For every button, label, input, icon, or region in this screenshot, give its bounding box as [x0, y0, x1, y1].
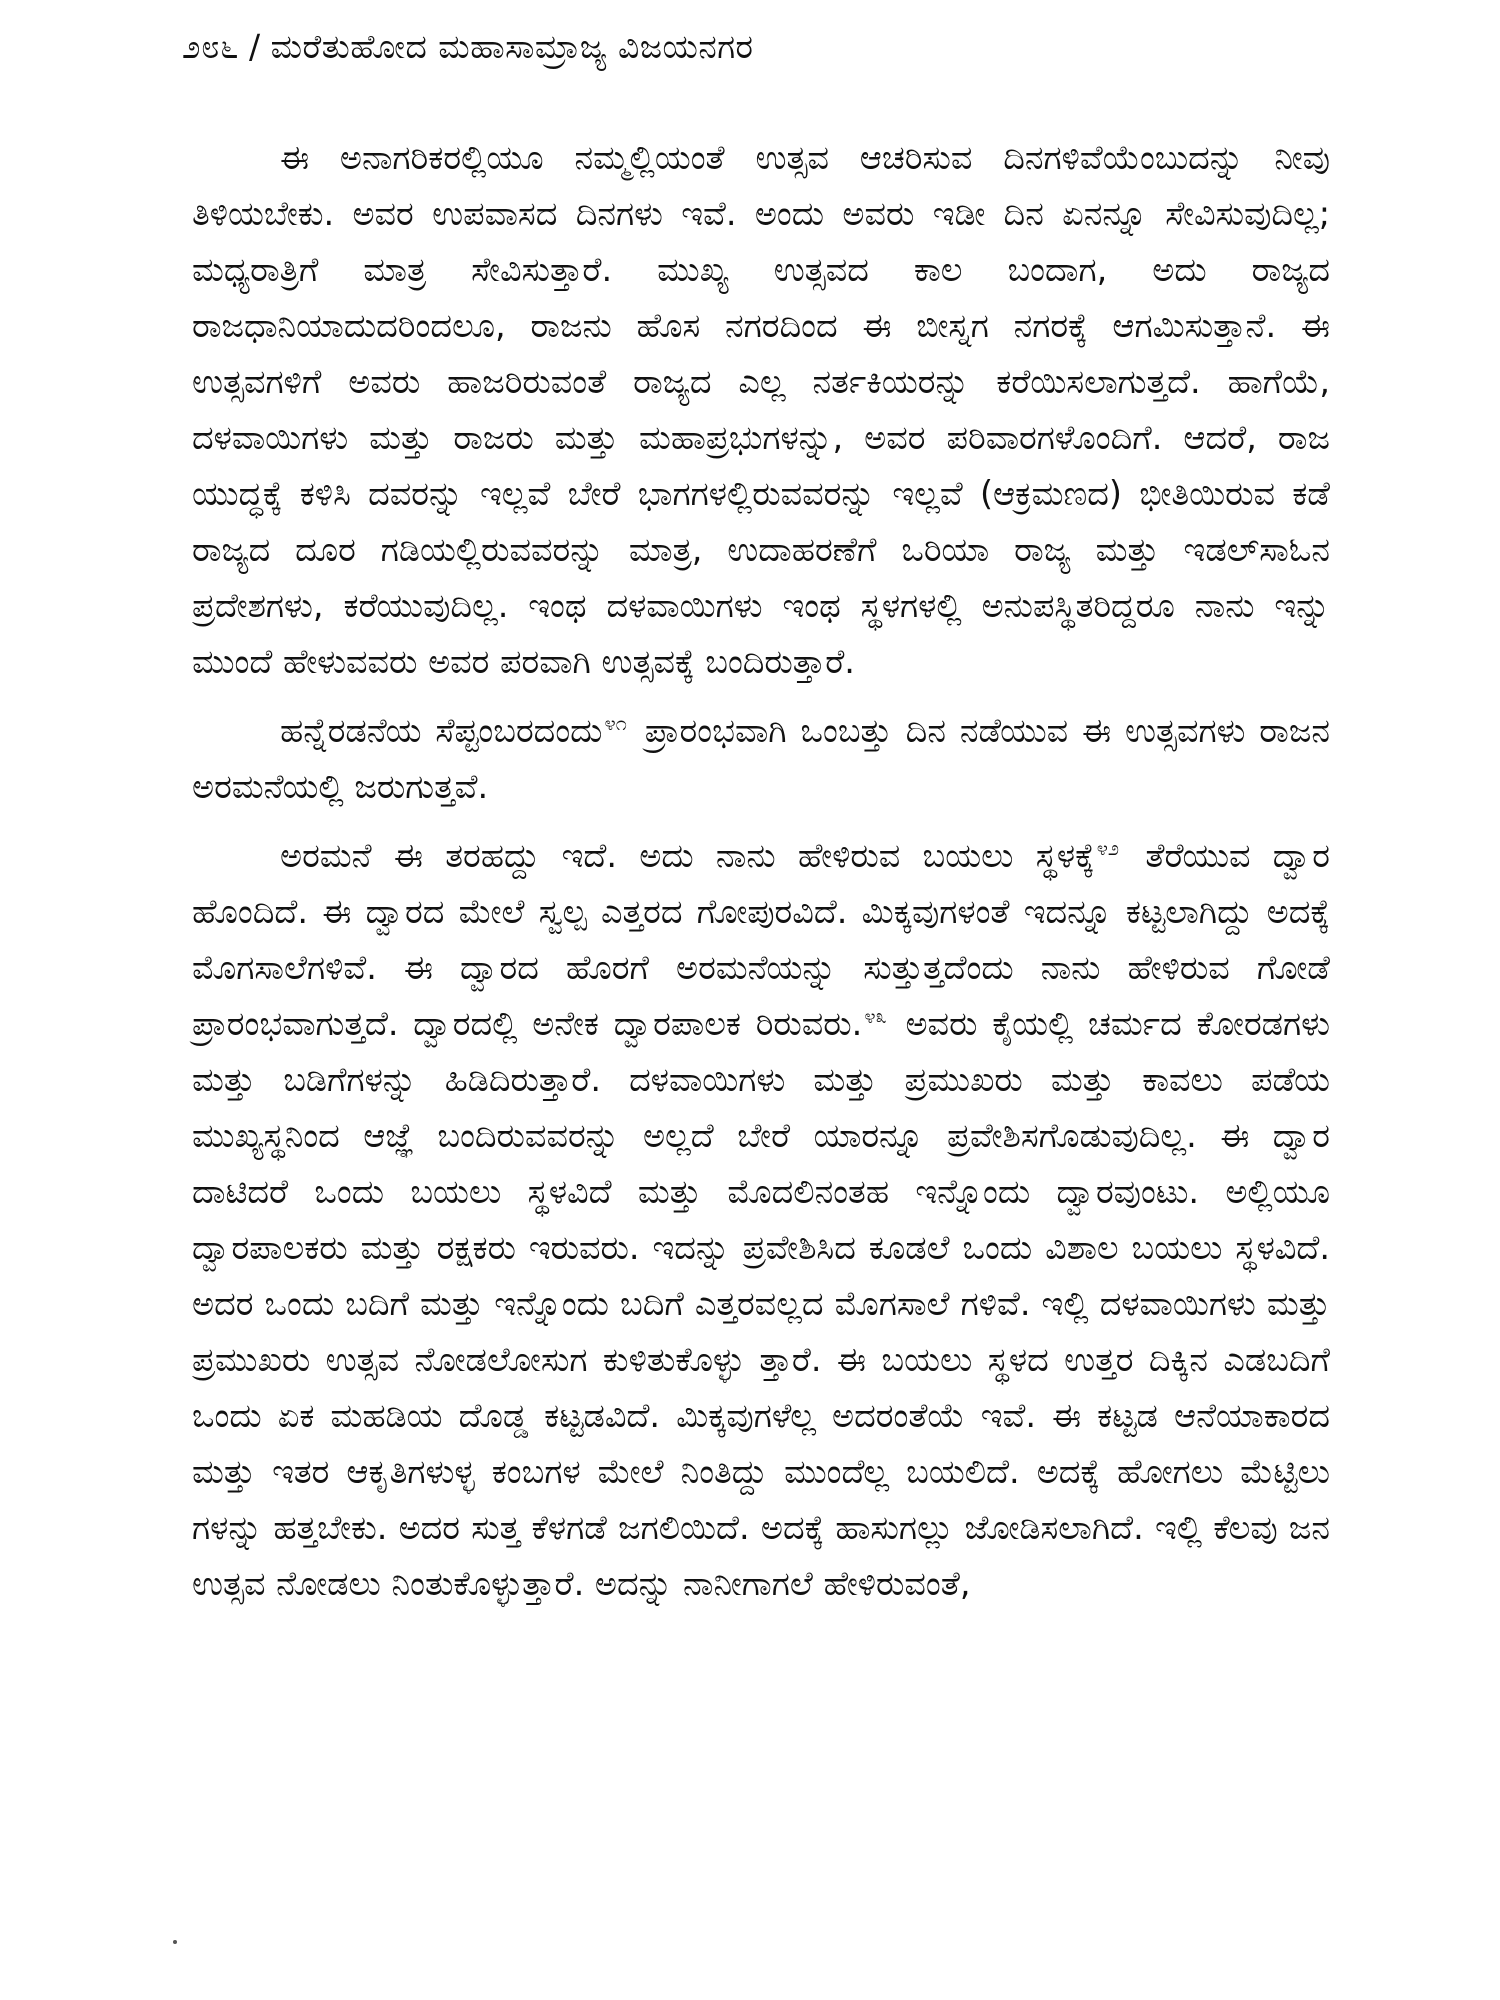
- paragraph-2-text-end: ಪ್ರಾರಂಭವಾಗಿ ಒಂಬತ್ತು ದಿನ ನಡೆಯುವ ಈ ಉತ್ಸವಗಳು ರಾಜನ ಅರಮನೆಯಲ್ಲಿ ಜರುಗುತ್ತವೆ.: [192, 711, 1330, 806]
- paragraph-1: [192, 130, 1330, 690]
- scan-speck: [173, 1940, 177, 1944]
- paragraph-2: [192, 703, 1330, 815]
- page-number: ೨೮೬: [182, 27, 239, 66]
- footnote-ref-42: ೪೨: [1096, 835, 1120, 860]
- book-title: ಮರೆತುಹೋದ ಮಹಾಸಾಮ್ರಾಜ್ಯ ವಿಜಯನಗರ: [270, 27, 754, 66]
- running-head: [182, 24, 754, 70]
- header-separator: /: [248, 27, 261, 66]
- paragraph-2-text-start: ಹನ್ನೆರಡನೆಯ ಸೆಪ್ಟಂಬರದಂದು: [280, 711, 603, 750]
- footnote-ref-43: ೪೩: [864, 1003, 887, 1028]
- body-text: [192, 130, 1330, 1625]
- paragraph-3: [192, 828, 1330, 1612]
- footnote-ref-41: ೪೧: [604, 710, 627, 735]
- paragraph-3-text-part1: ಅರಮನೆ ಈ ತರಹದ್ದು ಇದೆ. ಅದು ನಾನು ಹೇಳಿರುವ ಬಯಲು ಸ್ಥಳಕ್ಕೆ: [280, 836, 1095, 875]
- paragraph-3-text-part3: ಅವರು ಕೈಯಲ್ಲಿ ಚರ್ಮದ ಕೋರಡಗಳು ಮತ್ತು ಬಡಿಗೆಗಳನ್ನು ಹಿಡಿದಿರುತ್ತಾರೆ. ದಳವಾಯಿಗಳು ಮತ್ತು ಪ್ರಮುಖರು ಮತ್ತು ಕಾವಲು ಪಡೆಯ ಮುಖ್ಯಸ್ಥನಿಂದ ಆಜ್ಞೆ ಬಂದಿರುವವರನ್ನು ಅಲ್ಲದೆ ಬೇರೆ ಯಾರನ್ನೂ ಪ್ರವೇಶಿಸಗೊಡುವುದಿಲ್ಲ. ಈ ದ್ವಾರ ದಾಟಿದರೆ ಒಂದು ಬಯಲು ಸ್ಥಳವಿದೆ ಮತ್ತು ಮೊದಲಿನಂತಹ ಇನ್ನೊಂದು ದ್ವಾರವುಂಟು. ಅಲ್ಲಿಯೂ ದ್ವಾರಪಾಲಕರು ಮತ್ತು ರಕ್ಷಕರು ಇರುವರು. ಇದನ್ನು ಪ್ರವೇಶಿಸಿದ ಕೂಡಲೆ ಒಂದು ವಿಶಾಲ ಬಯಲು ಸ್ಥಳವಿದೆ. ಅದರ ಒಂದು ಬದಿಗೆ ಮತ್ತು ಇನ್ನೊಂದು ಬದಿಗೆ ಎತ್ತರವಲ್ಲದ ಮೊಗಸಾಲೆ ಗಳಿವೆ. ಇಲ್ಲಿ ದಳವಾಯಿಗಳು ಮತ್ತು ಪ್ರಮುಖರು ಉತ್ಸವ ನೋಡಲೋಸುಗ ಕುಳಿತುಕೊಳ್ಳು ತ್ತಾರೆ. ಈ ಬಯಲು ಸ್ಥಳದ ಉತ್ತರ ದಿಕ್ಕಿನ ಎಡಬದಿಗೆ ಒಂದು ಏಕ ಮಹಡಿಯ ದೊಡ್ಡ ಕಟ್ಟಡವಿದೆ. ಮಿಕ್ಕವುಗಳೆಲ್ಲ ಅದರಂತೆಯೆ ಇವೆ. ಈ ಕಟ್ಟಡ ಆನೆಯಾಕಾರದ ಮತ್ತು ಇತರ ಆಕೃತಿಗಳುಳ್ಳ ಕಂಬಗಳ ಮೇಲೆ ನಿಂತಿದ್ದು ಮುಂದೆಲ್ಲ ಬಯಲಿದೆ. ಅದಕ್ಕೆ ಹೋಗಲು ಮೆಟ್ಟಿಲು ಗಳನ್ನು ಹತ್ತಬೇಕು. ಅದರ ಸುತ್ತ ಕೆಳಗಡೆ ಜಗಲಿಯಿದೆ. ಅದಕ್ಕೆ ಹಾಸುಗಲ್ಲು ಜೋಡಿಸಲಾಗಿದೆ. ಇಲ್ಲಿ ಕೆಲವು ಜನ ಉತ್ಸವ ನೋಡಲು ನಿಂತುಕೊಳ್ಳುತ್ತಾರೆ. ಅದನ್ನು ನಾನೀಗಾಗಲೆ ಹೇಳಿರುವಂತೆ,: [192, 1004, 1330, 1603]
- paragraph-1-text: ಈ ಅನಾಗರಿಕರಲ್ಲಿಯೂ ನಮ್ಮಲ್ಲಿಯಂತೆ ಉತ್ಸವ ಆಚರಿಸುವ ದಿನಗಳಿವೆಯೆಂಬುದನ್ನು ನೀವು ತಿಳಿಯಬೇಕು. ಅವರ ಉಪವಾಸದ ದಿನಗಳು ಇವೆ. ಅಂದು ಅವರು ಇಡೀ ದಿನ ಏನನ್ನೂ ಸೇವಿಸುವುದಿಲ್ಲ; ಮಧ್ಯರಾತ್ರಿಗೆ ಮಾತ್ರ ಸೇವಿಸುತ್ತಾರೆ. ಮುಖ್ಯ ಉತ್ಸವದ ಕಾಲ ಬಂದಾಗ, ಅದು ರಾಜ್ಯದ ರಾಜಧಾನಿಯಾದುದರಿಂದಲೂ, ರಾಜನು ಹೊಸ ನಗರದಿಂದ ಈ ಬೀಸ್ನಗ ನಗರಕ್ಕೆ ಆಗಮಿಸುತ್ತಾನೆ. ಈ ಉತ್ಸವಗಳಿಗೆ ಅವರು ಹಾಜರಿರುವಂತೆ ರಾಜ್ಯದ ಎಲ್ಲ ನರ್ತಕಿಯರನ್ನು ಕರೆಯಿಸಲಾಗುತ್ತದೆ. ಹಾಗೆಯೆ, ದಳವಾಯಿಗಳು ಮತ್ತು ರಾಜರು ಮತ್ತು ಮಹಾಪ್ರಭುಗಳನ್ನು, ಅವರ ಪರಿವಾರಗಳೊಂದಿಗೆ. ಆದರೆ, ರಾಜ ಯುದ್ಧಕ್ಕೆ ಕಳಿಸಿ ದವರನ್ನು ಇಲ್ಲವೆ ಬೇರೆ ಭಾಗಗಳಲ್ಲಿರುವವರನ್ನು ಇಲ್ಲವೆ (ಆಕ್ರಮಣದ) ಭೀತಿಯಿರುವ ಕಡೆ ರಾಜ್ಯದ ದೂರ ಗಡಿಯಲ್ಲಿರುವವರನ್ನು ಮಾತ್ರ, ಉದಾಹರಣೆಗೆ ಒರಿಯಾ ರಾಜ್ಯ ಮತ್ತು ಇಡಲ್‌ಸಾಓನ ಪ್ರದೇಶಗಳು, ಕರೆಯುವುದಿಲ್ಲ. ಇಂಥ ದಳವಾಯಿಗಳು ಇಂಥ ಸ್ಥಳಗಳಲ್ಲಿ ಅನುಪಸ್ಥಿತರಿದ್ದರೂ ನಾನು ಇನ್ನು ಮುಂದೆ ಹೇಳುವವರು ಅವರ ಪರವಾಗಿ ಉತ್ಸವಕ್ಕೆ ಬಂದಿರುತ್ತಾರೆ.: [192, 138, 1330, 681]
- paragraph-3-text-part2: ತೆರೆಯುವ ದ್ವಾರ ಹೊಂದಿದೆ. ಈ ದ್ವಾರದ ಮೇಲೆ ಸ್ವಲ್ಪ ಎತ್ತರದ ಗೋಪುರವಿದೆ. ಮಿಕ್ಕವುಗಳಂತೆ ಇದನ್ನೂ ಕಟ್ಟಲಾಗಿದ್ದು ಅದಕ್ಕೆ ಮೊಗಸಾಲೆಗಳಿವೆ. ಈ ದ್ವಾರದ ಹೊರಗೆ ಅರಮನೆಯನ್ನು ಸುತ್ತುತ್ತದೆಂದು ನಾನು ಹೇಳಿರುವ ಗೋಡೆ ಪ್ರಾರಂಭವಾಗುತ್ತದೆ. ದ್ವಾರದಲ್ಲಿ ಅನೇಕ ದ್ವಾರಪಾಲಕ ರಿರುವರು.: [192, 836, 1330, 1043]
